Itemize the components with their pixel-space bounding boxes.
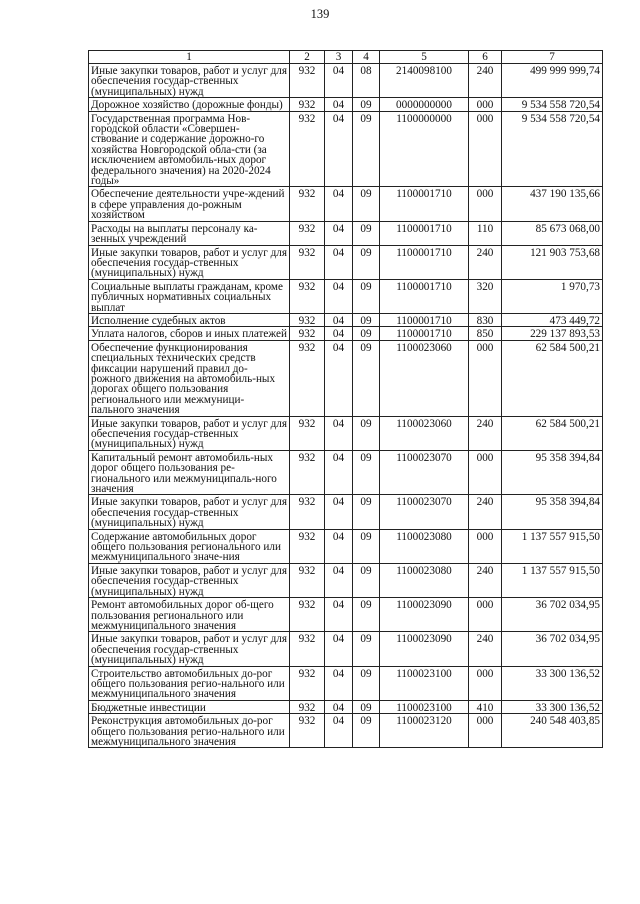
row-expense-type-cell: 240 (469, 245, 502, 279)
table-row (89, 563, 603, 597)
row-code-cell: 932 (290, 327, 325, 340)
row-subsection-cell: 09 (353, 340, 380, 416)
row-name-cell: Строительство автомобильных до-рог общего пользования регио-нального или межмуниципального значения (89, 666, 290, 700)
row-expense-type-cell: 000 (469, 714, 502, 748)
row-expense-type-cell: 000 (469, 340, 502, 416)
row-subsection-cell: 09 (353, 563, 380, 597)
row-amount-cell: 36 702 034,95 (502, 598, 603, 632)
row-name-cell: Иные закупки товаров, работ и услуг для обеспечения государ-ственных (муниципальных) нужд (89, 64, 290, 98)
row-subsection-cell: 09 (353, 666, 380, 700)
table-row (89, 64, 603, 98)
table-row (89, 632, 603, 666)
row-expense-type-cell: 240 (469, 64, 502, 98)
row-expense-type-cell: 110 (469, 221, 502, 245)
table-row (89, 495, 603, 529)
table-row (89, 111, 603, 187)
row-name-cell: Иные закупки товаров, работ и услуг для обеспечения государ-ственных (муниципальных) нужд (89, 245, 290, 279)
table-row (89, 221, 603, 245)
row-code-cell: 932 (290, 313, 325, 326)
row-subsection-cell: 09 (353, 111, 380, 187)
row-section-cell: 04 (325, 111, 353, 187)
row-name-cell: Иные закупки товаров, работ и услуг для обеспечения государ-ственных (муниципальных) нужд (89, 495, 290, 529)
row-code-cell: 932 (290, 340, 325, 416)
row-expense-type-cell: 000 (469, 98, 502, 111)
row-subsection-cell: 09 (353, 245, 380, 279)
row-target-article-cell: 1100001710 (380, 245, 469, 279)
row-subsection-cell: 09 (353, 529, 380, 563)
row-amount-cell: 1 137 557 915,50 (502, 563, 603, 597)
row-expense-type-cell: 000 (469, 666, 502, 700)
row-section-cell: 04 (325, 221, 353, 245)
row-section-cell: 04 (325, 666, 353, 700)
row-amount-cell: 240 548 403,85 (502, 714, 603, 748)
row-target-article-cell: 0000000000 (380, 98, 469, 111)
row-expense-type-cell: 000 (469, 111, 502, 187)
row-code-cell: 932 (290, 221, 325, 245)
row-amount-cell: 95 358 394,84 (502, 450, 603, 495)
row-target-article-cell: 1100023060 (380, 416, 469, 450)
row-expense-type-cell: 000 (469, 187, 502, 221)
row-code-cell: 932 (290, 666, 325, 700)
row-subsection-cell: 09 (353, 313, 380, 326)
row-target-article-cell: 1100023090 (380, 632, 469, 666)
row-target-article-cell: 1100023100 (380, 700, 469, 713)
row-target-article-cell: 1100000000 (380, 111, 469, 187)
row-amount-cell: 95 358 394,84 (502, 495, 603, 529)
row-name-cell: Дорожное хозяйство (дорожные фонды) (89, 98, 290, 111)
row-section-cell: 04 (325, 64, 353, 98)
row-section-cell: 04 (325, 98, 353, 111)
page-number: 139 (310, 7, 330, 21)
row-expense-type-cell: 240 (469, 563, 502, 597)
row-amount-cell: 33 300 136,52 (502, 700, 603, 713)
row-section-cell: 04 (325, 313, 353, 326)
row-section-cell: 04 (325, 327, 353, 340)
row-subsection-cell: 09 (353, 279, 380, 313)
row-target-article-cell: 1100023120 (380, 714, 469, 748)
table-row (89, 313, 603, 326)
row-subsection-cell: 09 (353, 450, 380, 495)
header-cell-7: 7 (502, 51, 603, 64)
row-target-article-cell: 1100001710 (380, 327, 469, 340)
row-name-cell: Обеспечение деятельности учре-ждений в сфере управления до-рожным хозяйством (89, 187, 290, 221)
header-cell-3: 3 (325, 51, 353, 64)
row-target-article-cell: 1100001710 (380, 279, 469, 313)
row-target-article-cell: 1100023080 (380, 563, 469, 597)
row-target-article-cell: 1100023090 (380, 598, 469, 632)
row-code-cell: 932 (290, 416, 325, 450)
row-name-cell: Капитальный ремонт автомобиль-ных дорог общего пользования ре-гионального или межмуниципаль-ного значения (89, 450, 290, 495)
row-code-cell: 932 (290, 279, 325, 313)
row-target-article-cell: 1100023070 (380, 450, 469, 495)
row-section-cell: 04 (325, 529, 353, 563)
row-section-cell: 04 (325, 700, 353, 713)
row-section-cell: 04 (325, 187, 353, 221)
row-expense-type-cell: 410 (469, 700, 502, 713)
row-subsection-cell: 09 (353, 187, 380, 221)
row-amount-cell: 9 534 558 720,54 (502, 98, 603, 111)
table-row (89, 666, 603, 700)
row-expense-type-cell: 830 (469, 313, 502, 326)
row-target-article-cell: 1100001710 (380, 187, 469, 221)
row-code-cell: 932 (290, 187, 325, 221)
row-amount-cell: 1 137 557 915,50 (502, 529, 603, 563)
row-name-cell: Обеспечение функционирования специальных технических средств фиксации нарушений правил до-рожного движения на автомобиль-ных дорогах общего пользования регионального или межмуници-пального значения (89, 340, 290, 416)
row-amount-cell: 9 534 558 720,54 (502, 111, 603, 187)
row-name-cell: Иные закупки товаров, работ и услуг для обеспечения государ-ственных (муниципальных) нужд (89, 416, 290, 450)
row-target-article-cell: 1100023100 (380, 666, 469, 700)
row-subsection-cell: 09 (353, 416, 380, 450)
row-section-cell: 04 (325, 563, 353, 597)
row-target-article-cell: 1100023080 (380, 529, 469, 563)
row-section-cell: 04 (325, 450, 353, 495)
row-expense-type-cell: 000 (469, 598, 502, 632)
table-row (89, 279, 603, 313)
row-amount-cell: 36 702 034,95 (502, 632, 603, 666)
row-amount-cell: 437 190 135,66 (502, 187, 603, 221)
budget-table (88, 50, 603, 748)
row-expense-type-cell: 000 (469, 529, 502, 563)
row-expense-type-cell: 240 (469, 632, 502, 666)
row-code-cell: 932 (290, 529, 325, 563)
row-section-cell: 04 (325, 714, 353, 748)
row-subsection-cell: 09 (353, 495, 380, 529)
row-subsection-cell: 08 (353, 64, 380, 98)
row-name-cell: Содержание автомобильных дорог общего пользования регионального или межмуниципального значе-ния (89, 529, 290, 563)
row-expense-type-cell: 320 (469, 279, 502, 313)
row-code-cell: 932 (290, 563, 325, 597)
row-code-cell: 932 (290, 98, 325, 111)
row-expense-type-cell: 000 (469, 450, 502, 495)
table-row (89, 340, 603, 416)
row-name-cell: Государственная программа Нов-городской области «Совершен-ствование и содержание дорожно-го хозяйства Новгородской обла-сти (за исключением автомобиль-ных дорог федерального значения) на 2020-2024 годы» (89, 111, 290, 187)
table-row (89, 327, 603, 340)
table-row (89, 700, 603, 713)
row-target-article-cell: 1100023070 (380, 495, 469, 529)
row-code-cell: 932 (290, 64, 325, 98)
row-subsection-cell: 09 (353, 221, 380, 245)
row-name-cell: Ремонт автомобильных дорог об-щего пользования регионального или межмуниципального значения (89, 598, 290, 632)
table-row (89, 598, 603, 632)
row-amount-cell: 499 999 999,74 (502, 64, 603, 98)
row-amount-cell: 33 300 136,52 (502, 666, 603, 700)
row-name-cell: Расходы на выплаты персоналу ка-зенных учреждений (89, 221, 290, 245)
table-row (89, 245, 603, 279)
row-amount-cell: 1 970,73 (502, 279, 603, 313)
header-row (89, 51, 603, 64)
row-name-cell: Социальные выплаты гражданам, кроме публичных нормативных социальных выплат (89, 279, 290, 313)
row-section-cell: 04 (325, 416, 353, 450)
row-name-cell: Уплата налогов, сборов и иных платежей (89, 327, 290, 340)
row-name-cell: Иные закупки товаров, работ и услуг для обеспечения государ-ственных (муниципальных) нужд (89, 632, 290, 666)
row-amount-cell: 229 137 893,53 (502, 327, 603, 340)
header-cell-5: 5 (380, 51, 469, 64)
row-code-cell: 932 (290, 495, 325, 529)
header-cell-2: 2 (290, 51, 325, 64)
header-cell-6: 6 (469, 51, 502, 64)
row-subsection-cell: 09 (353, 98, 380, 111)
row-amount-cell: 85 673 068,00 (502, 221, 603, 245)
header-cell-1: 1 (89, 51, 290, 64)
row-code-cell: 932 (290, 245, 325, 279)
row-amount-cell: 473 449,72 (502, 313, 603, 326)
row-section-cell: 04 (325, 245, 353, 279)
table-row (89, 450, 603, 495)
row-subsection-cell: 09 (353, 700, 380, 713)
row-code-cell: 932 (290, 632, 325, 666)
row-amount-cell: 62 584 500,21 (502, 340, 603, 416)
row-amount-cell: 121 903 753,68 (502, 245, 603, 279)
row-section-cell: 04 (325, 279, 353, 313)
row-code-cell: 932 (290, 714, 325, 748)
row-code-cell: 932 (290, 111, 325, 187)
row-target-article-cell: 1100001710 (380, 221, 469, 245)
table-row (89, 98, 603, 111)
row-section-cell: 04 (325, 632, 353, 666)
row-target-article-cell: 2140098100 (380, 64, 469, 98)
table-row (89, 529, 603, 563)
row-section-cell: 04 (325, 495, 353, 529)
row-section-cell: 04 (325, 340, 353, 416)
header-cell-4: 4 (353, 51, 380, 64)
row-subsection-cell: 09 (353, 632, 380, 666)
row-expense-type-cell: 240 (469, 495, 502, 529)
row-name-cell: Бюджетные инвестиции (89, 700, 290, 713)
row-name-cell: Исполнение судебных актов (89, 313, 290, 326)
table-row (89, 416, 603, 450)
row-code-cell: 932 (290, 700, 325, 713)
row-section-cell: 04 (325, 598, 353, 632)
row-code-cell: 932 (290, 450, 325, 495)
table-row (89, 714, 603, 748)
row-expense-type-cell: 240 (469, 416, 502, 450)
row-amount-cell: 62 584 500,21 (502, 416, 603, 450)
row-target-article-cell: 1100001710 (380, 313, 469, 326)
row-subsection-cell: 09 (353, 598, 380, 632)
row-name-cell: Реконструкция автомобильных до-рог общего пользования регио-нального или межмуниципального значения (89, 714, 290, 748)
row-code-cell: 932 (290, 598, 325, 632)
row-name-cell: Иные закупки товаров, работ и услуг для обеспечения государ-ственных (муниципальных) нужд (89, 563, 290, 597)
row-subsection-cell: 09 (353, 714, 380, 748)
table-row (89, 187, 603, 221)
row-subsection-cell: 09 (353, 327, 380, 340)
row-expense-type-cell: 850 (469, 327, 502, 340)
row-target-article-cell: 1100023060 (380, 340, 469, 416)
